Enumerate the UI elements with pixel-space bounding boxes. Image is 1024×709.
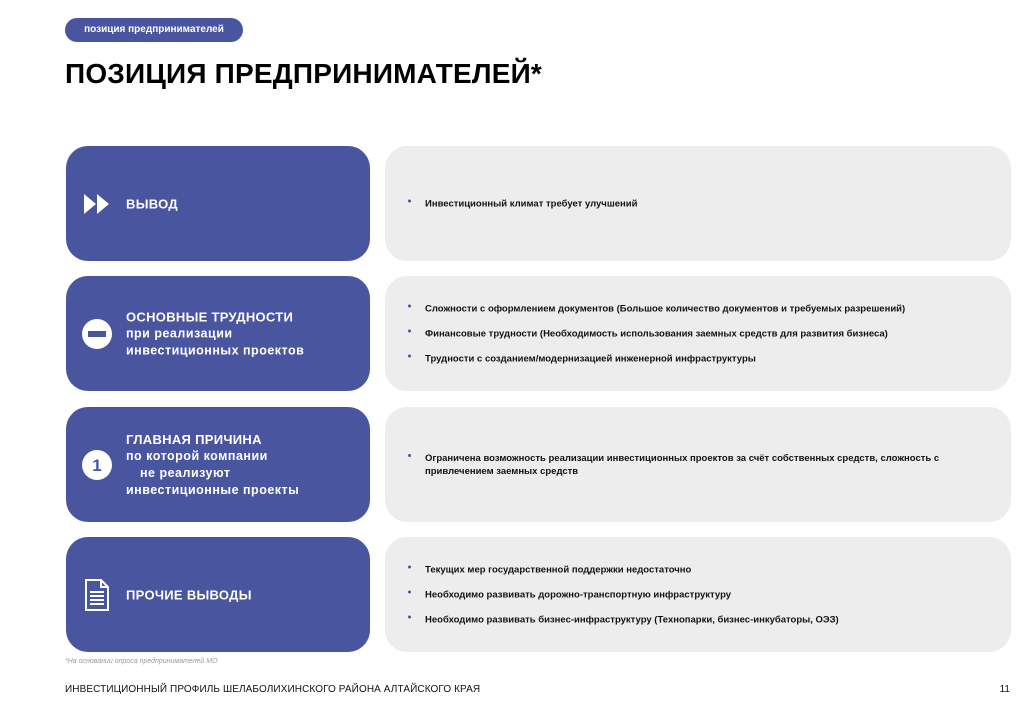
main-reason-subline: по которой компании (126, 448, 268, 463)
difficulties-subline: инвестиционных проектов (126, 343, 305, 357)
main-reason-subline: не реализуют (140, 465, 231, 480)
page-number: 11 (999, 684, 1010, 695)
conclusion-panel (385, 146, 1011, 261)
conclusion-label (126, 195, 358, 212)
difficulties-card (66, 276, 370, 391)
list-item: Инвестиционный климат требует улучшений (407, 197, 951, 210)
main-reason-label (126, 431, 358, 499)
difficulties-subline: при реализации (126, 326, 233, 340)
list-item: Необходимо развивать дорожно-транспортную инфраструктуру (407, 588, 951, 601)
page-title: ПОЗИЦИЯ ПРЕДПРИНИМАТЕЛЕЙ* (65, 58, 543, 89)
footer-title: ИНВЕСТИЦИОННЫЙ ПРОФИЛЬ ШЕЛАБОЛИХИНСКОГО РАЙОНА АЛТАЙСКОГО КРАЯ (65, 684, 481, 695)
list-item: Трудности с созданием/модернизацией инженерной инфраструктуры (407, 352, 951, 365)
conclusion-heading: ВЫВОД (126, 196, 178, 211)
main-reason-card (66, 407, 370, 522)
list-item: Финансовые трудности (Необходимость использования заемных средств для развития бизнеса) (407, 327, 951, 340)
minus-circle-icon (82, 319, 112, 349)
difficulties-heading: ОСНОВНЫЕ ТРУДНОСТИ (126, 309, 294, 324)
list-item: Ограничена возможность реализации инвестиционных проектов за счёт собственных средств, сложность с привлечением заемных средств (407, 452, 951, 478)
difficulties-label (126, 308, 358, 359)
difficulties-panel (385, 276, 1011, 391)
main-reason-list (407, 452, 951, 478)
footnote: *На основании опроса предпринимателей МО (65, 658, 218, 665)
list-item: Необходимо развивать бизнес-инфраструктуру (Технопарки, бизнес-инкубаторы, ОЭЗ) (407, 613, 951, 626)
number-one-circle-icon (82, 450, 112, 480)
fast-forward-icon (82, 189, 112, 219)
other-conclusions-list (407, 563, 951, 626)
other-conclusions-panel (385, 537, 1011, 652)
section-tag: позиция предпринимателей (65, 18, 243, 42)
document-icon (82, 580, 112, 610)
other-conclusions-label (126, 586, 358, 603)
difficulties-list (407, 302, 951, 365)
other-conclusions-card (66, 537, 370, 652)
list-item: Сложности с оформлением документов (Большое количество документов и требуемых разрешений) (407, 302, 951, 315)
number-one-text: 1 (92, 455, 102, 475)
main-reason-panel (385, 407, 1011, 522)
main-reason-subline: инвестиционные проекты (126, 482, 300, 497)
list-item: Текущих мер государственной поддержки недостаточно (407, 563, 951, 576)
conclusion-card (66, 146, 370, 261)
conclusion-list (407, 197, 951, 210)
other-conclusions-heading: ПРОЧИЕ ВЫВОДЫ (126, 587, 252, 602)
main-reason-heading: ГЛАВНАЯ ПРИЧИНА (126, 431, 262, 447)
